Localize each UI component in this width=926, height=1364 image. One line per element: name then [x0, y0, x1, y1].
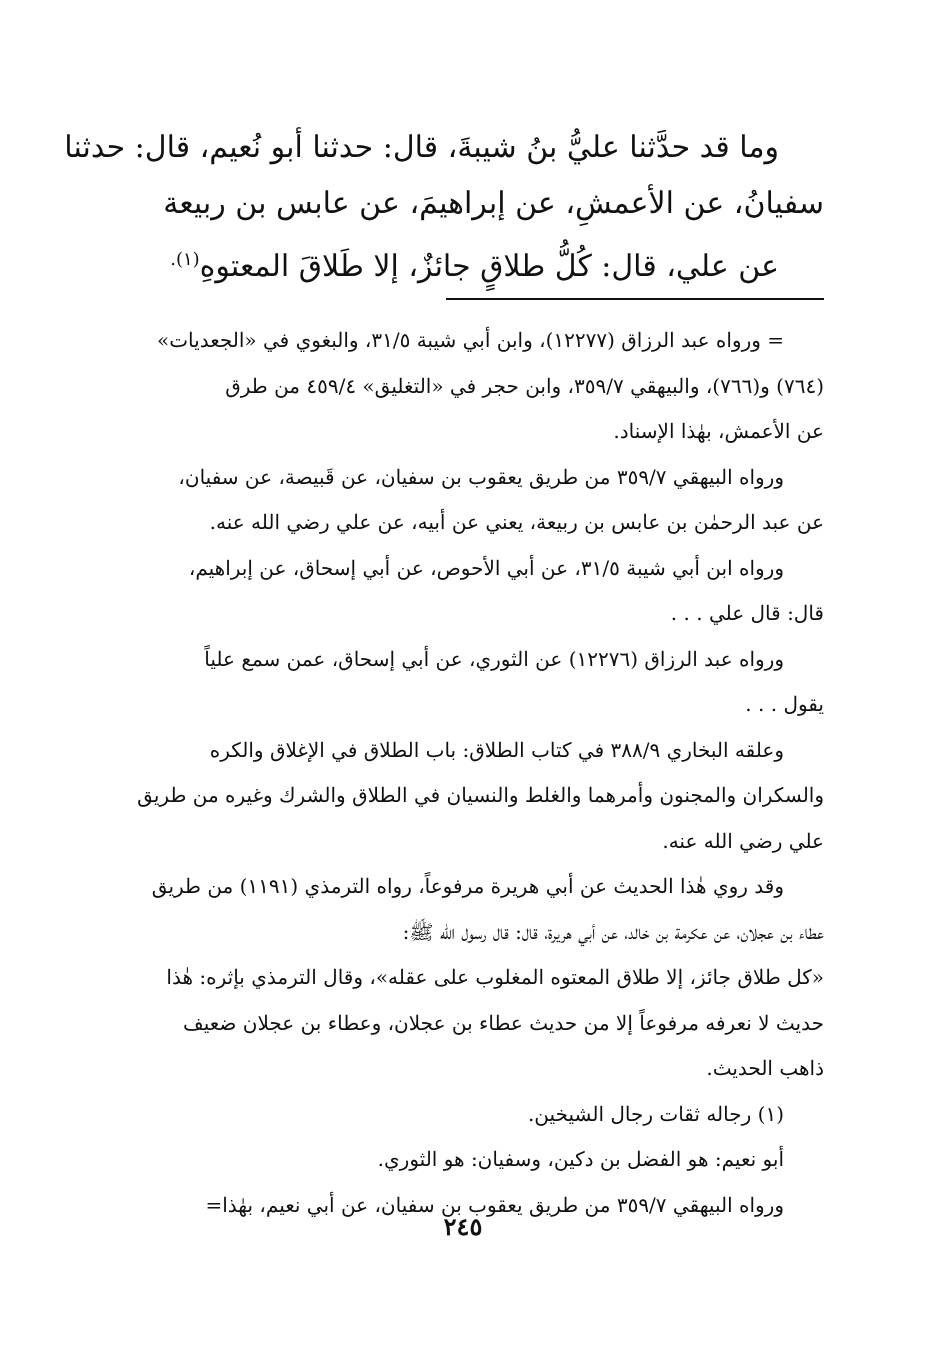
footnote-line: عن الأعمش، بهٰذا الإسناد. [613, 419, 824, 443]
footnote-line: ذاهب الحديث. [706, 1056, 824, 1080]
footnote-line: ورواه البيهقي ٣٥٩/٧ من طريق يعقوب بن سفيان، عن أبي نعيم، بهٰذا= [205, 1192, 784, 1217]
footnote-line: وعلقه البخاري ٣٨٨/٩ في كتاب الطلاق: باب الطلاق في الإغلاق والكره [209, 737, 784, 762]
main-text-line [104, 232, 779, 288]
footnote-line: عن عبد الرحمٰن بن عابس بن ربيعة، يعني عن أبيه، عن علي رضي الله عنه. [209, 510, 824, 534]
footnote-line: يقول . . . [745, 692, 824, 716]
footnote-line: عطاء بن عجلان، عن عكرمة بن خالد، عن أبي هريرة، قال: قال رسول الله ﷺ: [402, 919, 824, 944]
footnote-line: ورواه ابن أبي شيبة ٣١/٥، عن أبي الأحوص، عن أبي إسحاق، عن إبراهيم، [188, 555, 784, 580]
footnote-line: «كل طلاق جائز، إلا طلاق المعتوه المغلوب على عقله»، وقال الترمذي بإثره: هٰذا [166, 965, 824, 989]
footnote-divider [446, 298, 824, 300]
main-text-line: سفيانُ، عن الأعمشِ، عن إبراهيمَ، عن عابس بن ربيعة [163, 186, 824, 221]
footnote-line: علي رضي الله عنه. [662, 828, 824, 853]
footnote-line: (١) رجاله ثقات رجال الشيخين. [527, 1101, 784, 1126]
footnote-line: والسكران والمجنون وأمرهما والغلط والنسيان في الطلاق والشرك وغيره من طريق [137, 783, 824, 807]
main-text-line: وما قد حدَّثنا عليُّ بنُ شيبةَ، قال: حدثنا أبو نُعيم، قال: حدثنا [64, 130, 779, 165]
main-text [64, 120, 824, 288]
page-number: ٢٤٥ [443, 1212, 483, 1241]
footnote-line: حديث لا نعرفه مرفوعاً إلا من حديث عطاء بن عجلان، وعطاء بن عجلان ضعيف [183, 1010, 824, 1035]
footnotes [104, 318, 824, 1228]
footnote-line: ورواه عبد الرزاق (١٢٢٧٦) عن الثوري، عن أبي إسحاق، عمن سمع علياً [204, 646, 784, 671]
footnote-line: ورواه البيهقي ٣٥٩/٧ من طريق يعقوب بن سفيان، عن قَبيصة، عن سفيان، [178, 464, 784, 489]
footnote-line: = ورواه عبد الرزاق (١٢٢٧٧)، وابن أبي شيبة ٣١/٥، والبغوي في «الجعديات» [156, 328, 784, 352]
footnote-line: (٧٦٤) و(٧٦٦)، والبيهقي ٣٥٩/٧، وابن حجر في «التغليق» ٤٥٩/٤ من طرق [225, 373, 824, 398]
footnote-marker: (١). [170, 249, 200, 270]
footnote-line: وقد روي هٰذا الحديث عن أبي هريرة مرفوعاً، رواه الترمذي (١١٩١) من طريق [151, 874, 784, 898]
footnote-line: أبو نعيم: هو الفضل بن دكين، وسفيان: هو الثوري. [377, 1147, 784, 1171]
main-text-line-body: عن علي، قال: كُلُّ طلاقٍ جائزٌ، إلا طَلاقَ المعتوهِ [199, 249, 779, 284]
footnote-line: قال: قال علي . . . [670, 601, 824, 625]
